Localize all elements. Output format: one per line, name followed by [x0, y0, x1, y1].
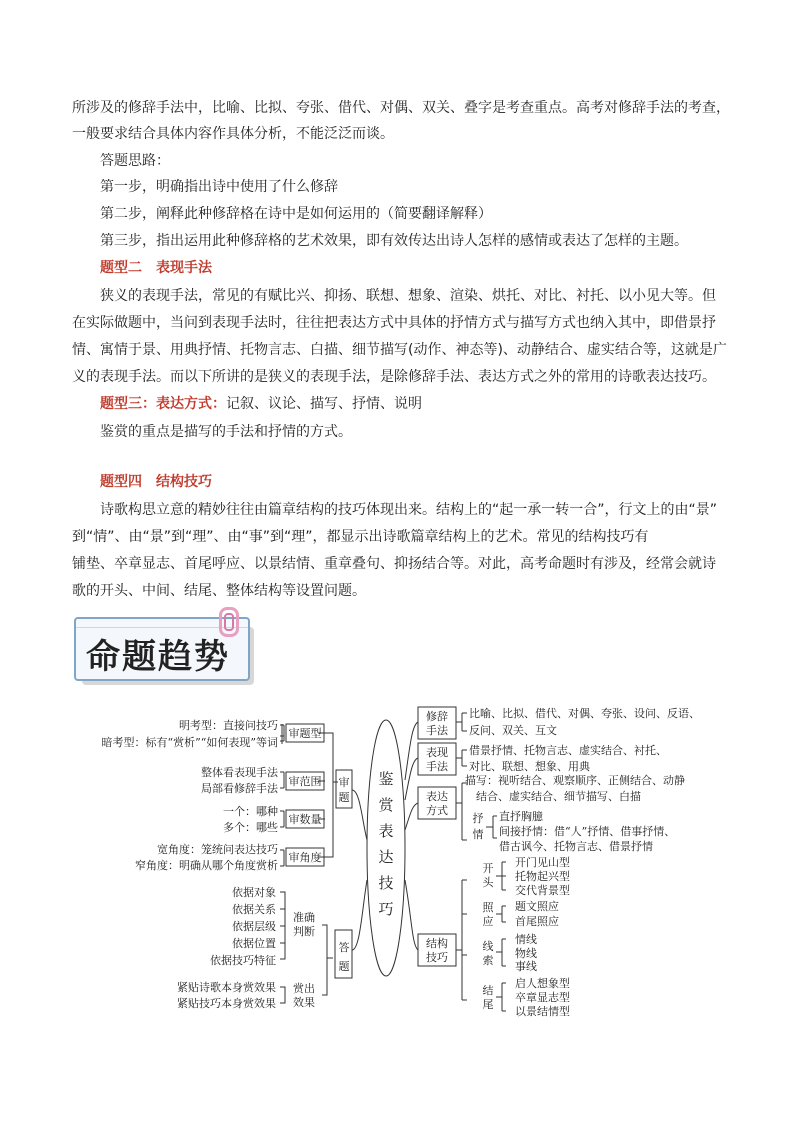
svg-text:依据位置: 依据位置 [232, 937, 276, 950]
steps-title: 答题思路： [100, 153, 170, 169]
svg-text:托物起兴型: 托物起兴型 [515, 870, 570, 883]
svg-text:技巧: 技巧 [426, 951, 448, 964]
shen-shuliang: 审数量 [288, 813, 322, 826]
paragraph-line: 在实际做题中，当问到表现手法时，往往把表达方式中具体的抒情方式与描写方式也纳入其中，即借景抒 [72, 315, 716, 331]
paragraph-line: 铺垫、卒章显志、首尾呼应、以景结情、重章叠句、抑扬结合等。对此，高考命题时有涉及，经常会就诗 [72, 556, 716, 572]
center-char: 鉴 [378, 770, 394, 788]
center-char: 达 [378, 848, 394, 866]
svg-text:一个：哪种: 一个：哪种 [223, 805, 278, 818]
section-heading-type2: 题型二 表现手法 [100, 260, 212, 276]
shen-box: 审 [338, 776, 350, 789]
step-3: 第三步，指出运用此种修辞格的艺术效果，即有效传达出诗人怎样的感情或表达了怎样的主题。 [100, 233, 688, 249]
svg-text:对比、联想、想象、用典: 对比、联想、想象、用典 [469, 760, 590, 773]
jiewei-label: 结 [482, 984, 494, 997]
svg-text:反问、双关、互文: 反问、双关、互文 [469, 724, 557, 737]
shen-fanwei: 审范围 [288, 775, 322, 788]
svg-text:方式: 方式 [426, 804, 448, 817]
type3-content: 记叙、议论、描写、抒情、说明 [226, 396, 422, 412]
paragraph-line: 到“情”、由“景”到“理”、由“事”到“理”，都显示出诗歌篇章结构上的艺术。常见的结构技巧有 [72, 529, 649, 545]
shangchu-label: 赏出 [293, 982, 315, 995]
svg-text:比喻、比拟、借代、对偶、夸张、设问、反语、: 比喻、比拟、借代、对偶、夸张、设问、反语、 [469, 707, 700, 720]
shenti-type: 审题型 [288, 727, 322, 740]
center-char: 技 [378, 874, 394, 892]
shuqing-label: 抒 [472, 812, 484, 825]
svg-text:开门见山型: 开门见山型 [515, 856, 570, 869]
shen-jiaodu: 审角度 [288, 851, 322, 864]
svg-text:情线: 情线 [515, 933, 537, 946]
svg-text:借古讽今、托物言志、借景抒情: 借古讽今、托物言志、借景抒情 [499, 840, 653, 853]
svg-text:索: 索 [482, 954, 494, 967]
svg-text:题: 题 [338, 791, 350, 804]
biaoxian-box: 表现 [426, 746, 448, 759]
svg-text:效果: 效果 [293, 996, 315, 1009]
svg-text:手法: 手法 [426, 724, 448, 737]
svg-text:手法: 手法 [426, 760, 448, 773]
svg-text:首尾照应: 首尾照应 [515, 915, 559, 928]
paragraph-line: 一般要求结合具体内容作具体分析，不能泛泛而谈。 [72, 126, 394, 142]
center-char: 巧 [378, 900, 394, 918]
step-2: 第二步，阐释此种修辞格在诗中是如何运用的（简要翻译解释） [100, 206, 492, 222]
ming-kao: 明考型：直接问技巧 [179, 719, 278, 732]
center-char: 赏 [378, 796, 394, 814]
svg-text:间接抒情：借“人”抒情、借事抒情、: 间接抒情：借“人”抒情、借事抒情、 [499, 825, 676, 838]
svg-text:物线: 物线 [515, 947, 537, 960]
type3-label: 题型三：表达方式： [100, 396, 226, 412]
svg-text:事线: 事线 [515, 960, 537, 973]
svg-text:紧贴诗歌本身赏效果: 紧贴诗歌本身赏效果 [177, 981, 276, 994]
svg-text:紧贴技巧本身赏效果: 紧贴技巧本身赏效果 [177, 997, 276, 1010]
svg-text:依据技巧特征: 依据技巧特征 [210, 954, 276, 967]
svg-text:多个：哪些: 多个：哪些 [223, 821, 278, 834]
xiansuo-label: 线 [482, 940, 494, 953]
paragraph-line: 歌的开头、中间、结尾、整体结构等设置问题。 [72, 583, 366, 599]
svg-text:局部看修辞手法: 局部看修辞手法 [201, 782, 278, 795]
svg-text:整体看表现手法: 整体看表现手法 [201, 766, 278, 779]
svg-text:以景结情型: 以景结情型 [515, 1005, 570, 1018]
svg-text:启人想象型: 启人想象型 [515, 977, 570, 990]
section-heading-type4: 题型四 结构技巧 [100, 474, 212, 490]
jiegou-box: 结构 [426, 937, 448, 950]
svg-text:宽角度：笼统问表达技巧: 宽角度：笼统问表达技巧 [157, 843, 278, 856]
svg-text:尾: 尾 [482, 998, 494, 1011]
paragraph-line: 诗歌构思立意的精妙往往由篇章结构的技巧体现出来。结构上的“起一承一转一合”，行文上的由“景” [100, 502, 718, 518]
paragraph-line: 狭义的表现手法，常见的有赋比兴、抑扬、联想、想象、渲染、烘托、对比、衬托、以小见大等。但 [100, 288, 716, 304]
svg-text:窄角度：明确从哪个角度赏析: 窄角度：明确从哪个角度赏析 [135, 859, 278, 872]
an-kao: 暗考型：标有“赏析”“如何表现”等词 [101, 736, 278, 749]
kaitou-label: 开 [482, 862, 494, 875]
svg-text:题文照应: 题文照应 [515, 900, 559, 913]
svg-text:依据对象: 依据对象 [232, 886, 276, 899]
svg-text:判断: 判断 [293, 925, 315, 938]
center-char: 表 [378, 822, 394, 840]
step-1: 第一步，明确指出诗中使用了什么修辞 [100, 179, 338, 195]
svg-text:直抒胸臆: 直抒胸臆 [499, 810, 543, 823]
svg-text:应: 应 [482, 915, 494, 928]
svg-text:描写：视听结合、观察顺序、正侧结合、动静: 描写：视听结合、观察顺序、正侧结合、动静 [465, 774, 685, 787]
svg-text:头: 头 [482, 876, 494, 889]
svg-text:借景抒情、托物言志、虚实结合、衬托、: 借景抒情、托物言志、虚实结合、衬托、 [469, 744, 667, 757]
svg-text:依据关系: 依据关系 [232, 903, 276, 916]
banner-title: 命题趋势 [86, 637, 230, 677]
xiuci-box: 修辞 [426, 710, 448, 723]
paragraph-line: 所涉及的修辞手法中，比喻、比拟、夸张、借代、对偶、双关、叠字是考查重点。高考对修辞手法的考查， [72, 100, 730, 116]
svg-text:依据层级: 依据层级 [232, 920, 276, 933]
svg-text:情: 情 [472, 828, 484, 841]
da-box: 答 [338, 941, 350, 954]
svg-text:结合、虚实结合、细节描写、白描: 结合、虚实结合、细节描写、白描 [476, 790, 641, 803]
svg-text:卒章显志型: 卒章显志型 [515, 991, 570, 1004]
paragraph-line: 情、寓情于景、用典抒情、托物言志、白描、细节描写(动作、神态等)、动静结合、虚实结合等，这就是广 [72, 342, 727, 358]
paragraph-line: 鉴赏的重点是描写的手法和抒情的方式。 [100, 424, 352, 440]
svg-text:交代背景型: 交代背景型 [515, 884, 570, 897]
svg-text:题: 题 [338, 960, 350, 973]
zhaoying-label: 照 [482, 901, 494, 914]
biaoda-box: 表达 [426, 790, 448, 803]
zhunque-label: 准确 [293, 911, 315, 924]
paragraph-line: 义的表现手法。而以下所讲的是狭义的表现手法，是除修辞手法、表达方式之外的常用的诗歌表达技巧。 [72, 369, 716, 385]
